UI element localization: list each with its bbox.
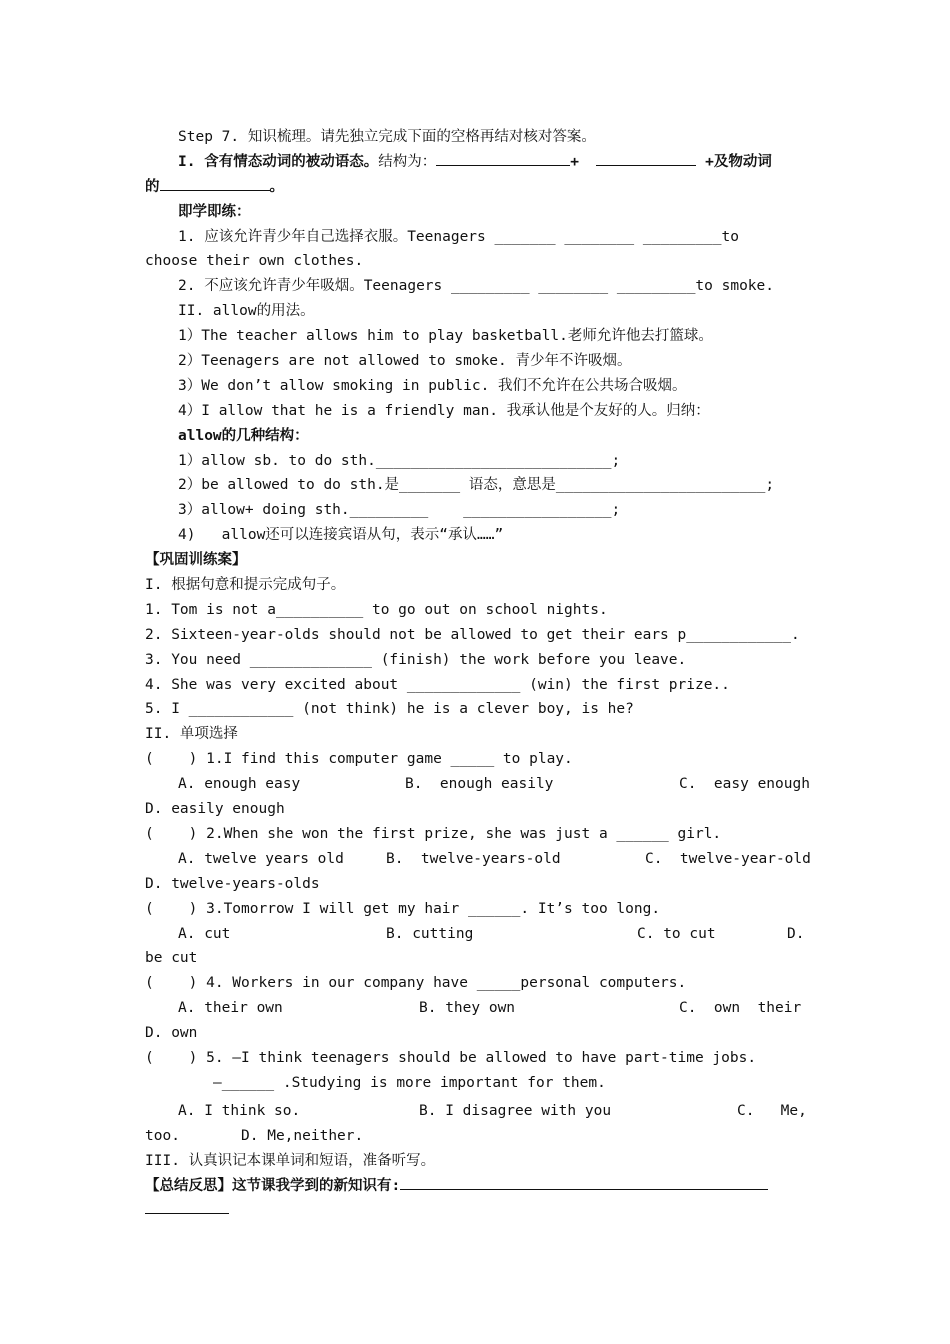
allow-structure-3: 3）allow+ doing sth._________ _________________;	[178, 502, 621, 519]
blank-structure-2[interactable]	[596, 150, 696, 166]
practice-title: 【巩固训练案】	[145, 552, 247, 569]
practice-item-1: 1. Tom is not a__________ to go out on school nights.	[145, 601, 608, 618]
summary-label: 【总结反思】这节课我学到的新知识有:	[145, 1177, 401, 1194]
mc-options-5	[145, 1099, 807, 1124]
mc4-option-a[interactable]: A. their own	[178, 1000, 283, 1017]
mc-options-4	[145, 996, 807, 1021]
period-mark: 。	[269, 178, 284, 195]
practice-item-3: 3. You need ______________ (finish) the work before you leave.	[145, 651, 687, 668]
drill-q2: 2. 不应该允许青少年吸烟。Teenagers _________ ________ _________to smoke.	[178, 278, 774, 295]
worksheet-content	[145, 125, 811, 1223]
practice-item-2: 2. Sixteen-year-olds should not be allowed to get their ears p____________.	[145, 626, 800, 643]
mc-options-3	[145, 922, 807, 947]
mc5-option-c[interactable]: C. Me,	[737, 1102, 807, 1119]
mc3-option-d[interactable]: be cut	[145, 950, 198, 967]
mc1-option-c[interactable]: C. easy enough	[679, 776, 810, 793]
summary-blank-2[interactable]	[145, 1198, 229, 1214]
de-label: 的	[145, 178, 160, 195]
mc4-option-b[interactable]: B. they own	[419, 1000, 516, 1017]
plus-verb-label: +及物动词	[705, 153, 772, 170]
mc-question-4: ( ) 4. Workers in our company have _____personal computers.	[145, 975, 687, 992]
summary-line	[145, 1174, 807, 1199]
mc-options-2	[145, 847, 811, 872]
mc-question-2: ( ) 2.When she won the first prize, she was just a ______ girl.	[145, 825, 722, 842]
drill-q1-line2: choose their own clothes.	[145, 253, 364, 270]
mc2-option-a[interactable]: A. twelve years old	[178, 850, 344, 867]
section1-structure-label: 结构为：	[378, 153, 437, 170]
mc-options-1	[145, 772, 810, 797]
mc3-option-a[interactable]: A. cut	[178, 925, 231, 942]
allow-example-3: 3）We don’t allow smoking in public. 我们不允许在公共场合吸烟。	[178, 377, 687, 394]
allow-example-2: 2）Teenagers are not allowed to smoke. 青少年不许吸烟。	[178, 353, 632, 370]
mc-question-3: ( ) 3.Tomorrow I will get my hair ______. It’s too long.	[145, 900, 661, 917]
practice-item-5: 5. I ____________ (not think) he is a clever boy, is he?	[145, 701, 634, 718]
allow-structure-2: 2）be allowed to do sth.是_______ 语态，意思是________________________;	[178, 477, 775, 494]
blank-structure-3[interactable]	[160, 175, 270, 191]
mc2-option-b[interactable]: B. twelve-years-old	[386, 850, 561, 867]
step7-section1	[145, 150, 807, 175]
mc1-option-d[interactable]: D. easily enough	[145, 801, 285, 818]
allow-example-1: 1）The teacher allows him to play basketball.老师允许他去打篮球。	[178, 328, 713, 345]
plus-sign-1: +	[570, 153, 579, 170]
blank-structure-1[interactable]	[436, 150, 570, 166]
drill-q1-line1: 1. 应该允许青少年自己选择衣服。Teenagers _______ ________ _________to	[178, 228, 739, 245]
section1-heading: I. 含有情态动词的被动语态。	[178, 153, 379, 170]
mc3-option-c[interactable]: C. to cut	[637, 925, 716, 942]
practice-part3: III. 认真识记本课单词和短语，准备听写。	[145, 1152, 436, 1169]
mc-question-5-reply: —______ .Studying is more important for them.	[213, 1074, 606, 1091]
step7-section1-cont	[145, 175, 807, 200]
allow-structures-title: allow的几种结构：	[178, 427, 309, 444]
mc3-option-d-label[interactable]: D.	[787, 925, 805, 942]
summary-blank-1[interactable]	[400, 1174, 768, 1190]
step7-title: Step 7. 知识梳理。请先独立完成下面的空格再结对核对答案。	[178, 129, 596, 145]
mc5-option-a[interactable]: A. I think so.	[178, 1102, 301, 1119]
mc1-option-a[interactable]: A. enough easy	[178, 776, 301, 793]
mc3-option-b[interactable]: B. cutting	[386, 925, 474, 942]
practice-item-4: 4. She was very excited about _____________ (win) the first prize..	[145, 676, 730, 693]
drill-title: 即学即练：	[178, 203, 251, 220]
allow-usage-title: II. allow的用法。	[178, 303, 315, 320]
practice-part2-title: II. 单项选择	[145, 726, 238, 743]
allow-example-4: 4）I allow that he is a friendly man. 我承认他是个友好的人。归纳：	[178, 402, 710, 419]
mc4-option-c[interactable]: C. own their	[679, 1000, 802, 1017]
practice-part1-title: I. 根据句意和提示完成句子。	[145, 577, 346, 594]
mc2-option-d[interactable]: D. twelve-years-olds	[145, 875, 320, 892]
mc5-option-d[interactable]: too. D. Me,neither.	[145, 1127, 364, 1144]
summary-line-2	[145, 1198, 807, 1223]
mc-question-5: ( ) 5. —I think teenagers should be allowed to have part-time jobs.	[145, 1049, 757, 1066]
allow-structure-1: 1）allow sb. to do sth.___________________________;	[178, 452, 621, 469]
mc-question-1: ( ) 1.I find this computer game _____ to play.	[145, 751, 573, 768]
mc1-option-b[interactable]: B. enough easily	[405, 776, 554, 793]
mc5-option-b[interactable]: B. I disagree with you	[419, 1102, 612, 1119]
mc2-option-c[interactable]: C. twelve-year-old	[645, 850, 811, 867]
mc4-option-d[interactable]: D. own	[145, 1025, 198, 1042]
allow-structure-4: 4) allow还可以连接宾语从句，表示“承认……”	[178, 527, 504, 544]
